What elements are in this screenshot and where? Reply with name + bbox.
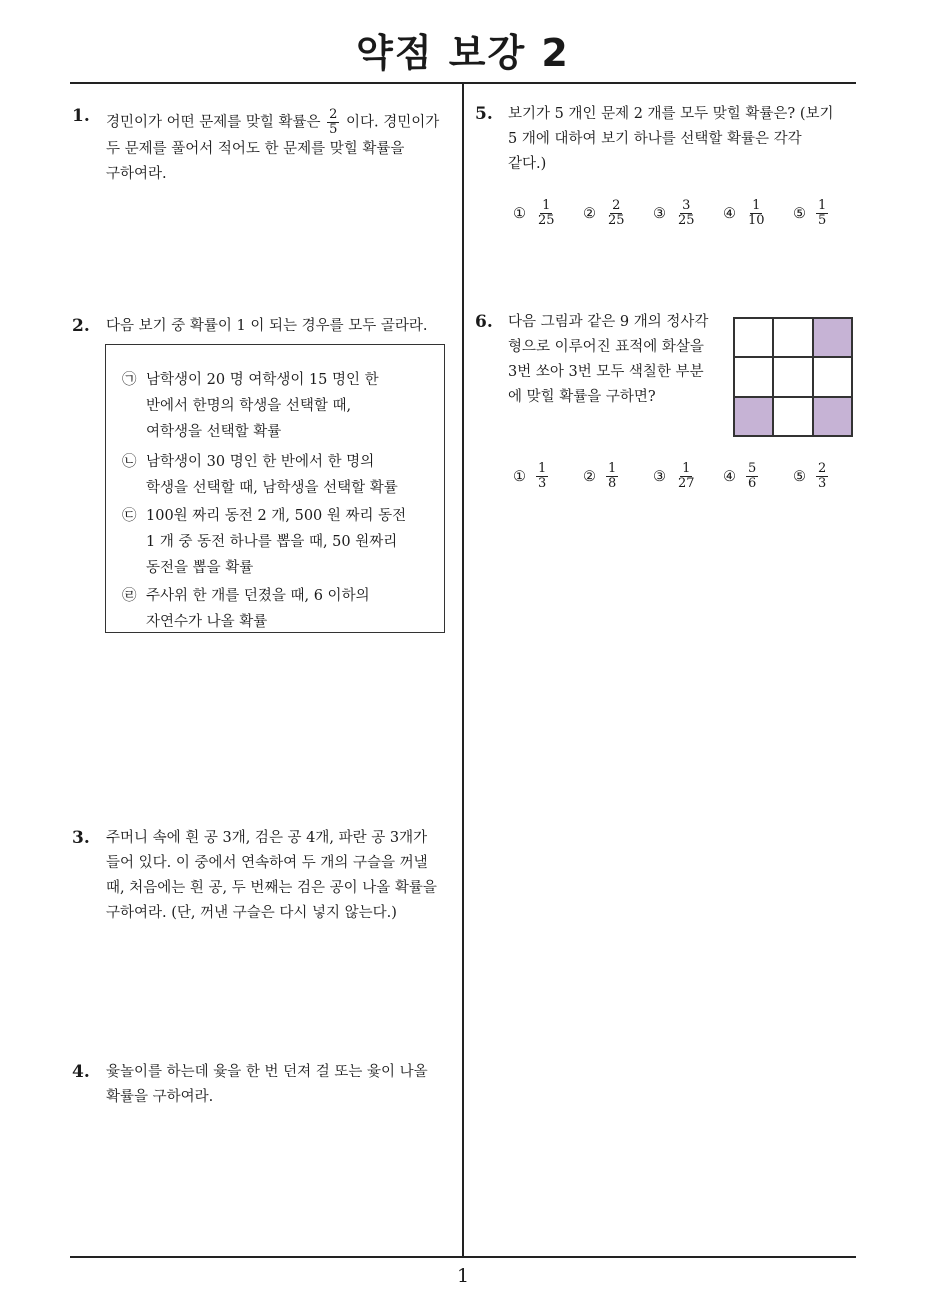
option-mark: ④ — [723, 468, 736, 485]
fraction-denominator: 27 — [678, 476, 695, 491]
fraction-denominator: 3 — [818, 476, 827, 491]
option-2[interactable] — [583, 462, 620, 491]
option-1[interactable] — [513, 199, 559, 228]
grid-cell — [773, 318, 812, 357]
choice-line: 반에서 한명의 학생을 선택할 때, — [146, 398, 352, 414]
option-5[interactable] — [793, 462, 830, 491]
option-1[interactable] — [513, 462, 550, 491]
question-1-line2: 두 문제를 풀어서 적어도 한 문제를 맞힐 확률을 — [106, 141, 405, 157]
question-5-line: 같다.) — [508, 156, 547, 172]
fraction-denominator: 8 — [608, 476, 617, 491]
grid-cell — [734, 357, 773, 396]
option-3[interactable] — [653, 462, 699, 491]
question-1-fraction — [327, 108, 339, 137]
column-divider — [462, 83, 464, 1258]
choice-line: 학생을 선택할 때, 남학생을 선택할 확률 — [146, 480, 398, 496]
question-3-line: 주머니 속에 흰 공 3개, 검은 공 4개, 파란 공 3개가 — [106, 830, 428, 846]
option-4[interactable] — [723, 199, 769, 228]
question-6-text — [508, 310, 708, 410]
fraction-numerator: 1 — [752, 198, 761, 213]
choice-line: 여학생을 선택할 확률 — [146, 424, 282, 440]
fraction-numerator: 2 — [818, 461, 827, 476]
question-2-choices-box — [105, 344, 445, 633]
question-6-line: 에 맞힐 확률을 구하면? — [508, 389, 656, 405]
question-1-line3: 구하여라. — [106, 166, 167, 182]
choice-mark: ㉠ — [122, 372, 137, 388]
option-mark: ⑤ — [793, 468, 806, 485]
choice-line: 동전을 뽑을 확률 — [146, 560, 254, 576]
choice-line: 100원 짜리 동전 2 개, 500 원 짜리 동전 — [146, 508, 407, 524]
choice-line: 남학생이 30 명인 한 반에서 한 명의 — [146, 454, 375, 470]
grid-cell — [773, 357, 812, 396]
choice-mark: ㉣ — [122, 588, 137, 604]
fraction-numerator: 1 — [818, 198, 827, 213]
fraction-numerator: 1 — [608, 461, 617, 476]
option-fraction — [606, 199, 627, 228]
option-fraction — [536, 462, 548, 491]
option-mark: ④ — [723, 205, 736, 222]
fraction-denominator: 5 — [329, 122, 338, 137]
question-1-line1-pre: 경민이가 어떤 문제를 맞힐 확률은 — [106, 114, 321, 131]
footer-divider — [70, 1256, 856, 1258]
fraction-numerator: 5 — [748, 461, 757, 476]
fraction-denominator: 25 — [608, 213, 625, 228]
option-fraction — [816, 199, 828, 228]
option-mark: ② — [583, 205, 596, 222]
option-3[interactable] — [653, 199, 699, 228]
question-4-text — [106, 1060, 428, 1110]
option-mark: ① — [513, 205, 526, 222]
question-5-text — [508, 102, 834, 177]
fraction-denominator: 25 — [538, 213, 555, 228]
option-4[interactable] — [723, 462, 760, 491]
question-1-line1-post: 이다. 경민이가 — [346, 114, 440, 131]
question-3-number: 3. — [72, 828, 90, 848]
question-3-line: 들어 있다. 이 중에서 연속하여 두 개의 구슬을 꺼낼 — [106, 855, 428, 871]
option-5[interactable] — [793, 199, 830, 228]
question-6-number: 6. — [475, 312, 493, 332]
option-2[interactable] — [583, 199, 629, 228]
grid-cell — [773, 397, 812, 436]
option-fraction — [676, 199, 697, 228]
question-6-line: 3번 쏘아 3번 모두 색칠한 부분 — [508, 364, 704, 380]
fraction-numerator: 1 — [538, 461, 547, 476]
grid-cell-shaded — [813, 318, 852, 357]
question-3-line: 때, 처음에는 흰 공, 두 번째는 검은 공이 나올 확률을 — [106, 880, 437, 896]
question-4-line: 확률을 구하여라. — [106, 1089, 214, 1105]
question-5-number: 5. — [475, 104, 493, 124]
fraction-denominator: 25 — [678, 213, 695, 228]
choice-line: 주사위 한 개를 던졌을 때, 6 이하의 — [146, 588, 370, 604]
fraction-denominator: 6 — [748, 476, 757, 491]
option-fraction — [676, 462, 697, 491]
grid-cell-shaded — [813, 397, 852, 436]
page-title: 약점 보강 2 — [356, 31, 570, 75]
choice-line: 남학생이 20 명 여학생이 15 명인 한 — [146, 372, 379, 388]
fraction-numerator: 2 — [612, 198, 621, 213]
option-mark: ③ — [653, 205, 666, 222]
option-mark: ③ — [653, 468, 666, 485]
grid-cell — [734, 318, 773, 357]
question-6-line: 형으로 이루어진 표적에 화살을 — [508, 339, 704, 355]
question-3-line: 구하여라. (단, 꺼낸 구슬은 다시 넣지 않는다.) — [106, 905, 397, 921]
question-5-line: 5 개에 대하여 보기 하나를 선택할 확률은 각각 — [508, 131, 802, 147]
question-2-text: 다음 보기 중 확률이 1 이 되는 경우를 모두 골라라. — [106, 318, 428, 334]
option-mark: ② — [583, 468, 596, 485]
option-fraction — [606, 462, 618, 491]
fraction-denominator: 3 — [538, 476, 547, 491]
option-mark: ⑤ — [793, 205, 806, 222]
fraction-numerator: 3 — [682, 198, 691, 213]
question-1-number: 1. — [72, 106, 90, 126]
page-number: 1 — [456, 1265, 470, 1287]
question-1-text — [106, 108, 456, 187]
question-3-text — [106, 826, 437, 926]
option-fraction — [536, 199, 557, 228]
grid-cell-shaded — [734, 397, 773, 436]
choice-mark: ㉢ — [122, 508, 137, 524]
choice-mark: ㉡ — [122, 454, 137, 470]
fraction-numerator: 1 — [682, 461, 691, 476]
option-fraction — [746, 462, 758, 491]
choice-line: 1 개 중 동전 하나를 뽑을 때, 50 원짜리 — [146, 534, 398, 550]
option-fraction — [816, 462, 828, 491]
option-mark: ① — [513, 468, 526, 485]
fraction-denominator: 10 — [748, 213, 765, 228]
option-fraction — [746, 199, 767, 228]
grid-cell — [813, 357, 852, 396]
question-2-number: 2. — [72, 316, 90, 336]
question-6-line: 다음 그림과 같은 9 개의 정사각 — [508, 314, 709, 330]
question-4-number: 4. — [72, 1062, 90, 1082]
fraction-numerator: 2 — [329, 107, 338, 122]
question-5-line: 보기가 5 개인 문제 2 개를 모두 맞힐 확률은? (보기 — [508, 106, 834, 122]
fraction-numerator: 1 — [542, 198, 551, 213]
question-4-line: 윷놀이를 하는데 윷을 한 번 던져 걸 또는 윷이 나올 — [106, 1064, 428, 1080]
target-grid — [733, 317, 853, 437]
fraction-denominator: 5 — [818, 213, 827, 228]
choice-line: 자연수가 나올 확률 — [146, 614, 268, 630]
